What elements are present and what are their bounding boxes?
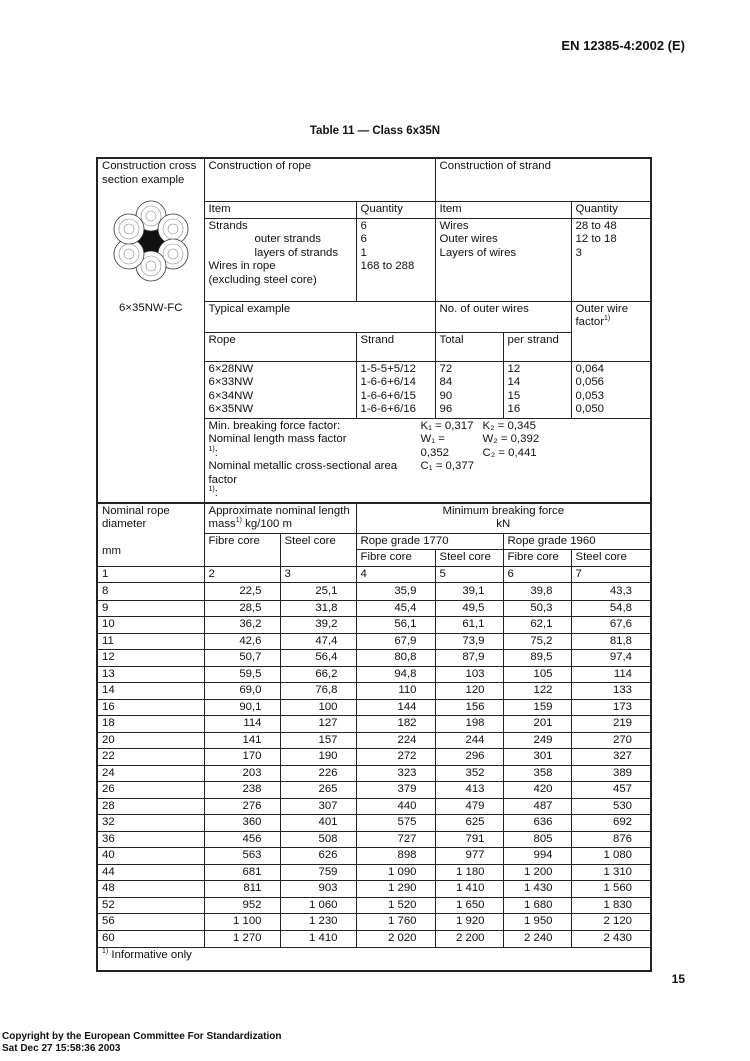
grade-1770-header: Rope grade 1770 <box>356 533 503 550</box>
table-cell: 45,4 <box>356 600 435 617</box>
table-cell: 1 560 <box>571 881 651 898</box>
table-cell: 39,8 <box>503 583 571 601</box>
table-cell: 12 <box>97 650 204 667</box>
table-cell: 87,9 <box>435 650 503 667</box>
table-cell: 28 <box>97 798 204 815</box>
table-cell: 39,2 <box>280 617 356 634</box>
table-cell: 1 200 <box>503 864 571 881</box>
table-cell: 56,1 <box>356 617 435 634</box>
table-row <box>97 617 651 634</box>
strand-construction-header: Construction of strand <box>435 158 651 202</box>
table-row <box>97 699 651 716</box>
total-label: Total <box>435 332 503 361</box>
table-cell: 8 <box>97 583 204 601</box>
table-cell: 40 <box>97 848 204 865</box>
table-cell: 389 <box>571 765 651 782</box>
factor-values-1: K₁ = 0,317 W₁ = 0,352 C₁ = 0,377 <box>420 419 475 472</box>
g1770-steel-core-header: Steel core <box>435 550 503 567</box>
table-cell: 43,3 <box>571 583 651 601</box>
table-cell: 10 <box>97 617 204 634</box>
table-row <box>97 583 651 601</box>
table-cell: 692 <box>571 815 651 832</box>
data-rows <box>97 583 651 948</box>
table-row <box>97 848 651 865</box>
table-cell: 1 290 <box>356 881 435 898</box>
table-cell: 457 <box>571 782 651 799</box>
table-cell: 56,4 <box>280 650 356 667</box>
table-cell: 296 <box>435 749 503 766</box>
footnote: $^{1)}$ Informative only <box>97 948 651 972</box>
table-cell: 60 <box>97 930 204 948</box>
table-row <box>97 798 651 815</box>
typical-strands: 1-5-5+5/12 1-6-6+6/14 1-6-6+6/15 1-6-6+6/16 <box>356 361 435 418</box>
table-cell: 1 090 <box>356 864 435 881</box>
table-cell: 47,4 <box>280 633 356 650</box>
strand-item-label: Item <box>435 202 571 219</box>
table-cell: 1 760 <box>356 914 435 931</box>
col-number-5: 5 <box>435 566 503 583</box>
table-cell: 61,1 <box>435 617 503 634</box>
rope-label: Rope <box>204 332 356 361</box>
table-cell: 50,7 <box>204 650 280 667</box>
per-strand-label: per strand <box>503 332 571 361</box>
table-cell: 1 310 <box>571 864 651 881</box>
outer-wires-label: No. of outer wires <box>435 301 571 332</box>
table-cell: 69,0 <box>204 683 280 700</box>
table-cell: 14 <box>97 683 204 700</box>
table-cell: 62,1 <box>503 617 571 634</box>
table-cell: 97,4 <box>571 650 651 667</box>
example-caption: 6×35NW-FC <box>97 301 204 503</box>
outer-wire-factor-label: Outer wire factor$^{1)}$ <box>571 301 651 361</box>
table-cell: 327 <box>571 749 651 766</box>
table-cell: 626 <box>280 848 356 865</box>
table-cell: 1 430 <box>503 881 571 898</box>
table-cell: 56 <box>97 914 204 931</box>
table-cell: 67,9 <box>356 633 435 650</box>
table-row <box>97 683 651 700</box>
table-cell: 127 <box>280 716 356 733</box>
strand-label: Strand <box>356 332 435 361</box>
col-number-7: 7 <box>571 566 651 583</box>
table-cell: 1 180 <box>435 864 503 881</box>
g1960-steel-core-header: Steel core <box>571 550 651 567</box>
table-cell: 1 680 <box>503 897 571 914</box>
table-cell: 159 <box>503 699 571 716</box>
table-cell: 22,5 <box>204 583 280 601</box>
col-number-3: 3 <box>280 566 356 583</box>
table-cell: 94,8 <box>356 666 435 683</box>
table-cell: 379 <box>356 782 435 799</box>
factors-block <box>204 418 651 503</box>
table-cell: 44 <box>97 864 204 881</box>
table-cell: 952 <box>204 897 280 914</box>
table-cell: 25,1 <box>280 583 356 601</box>
mass-steel-core-header: Steel core <box>280 533 356 566</box>
table-cell: 201 <box>503 716 571 733</box>
table-row <box>97 650 651 667</box>
table-cell: 48 <box>97 881 204 898</box>
table-cell: 530 <box>571 798 651 815</box>
table-cell: 219 <box>571 716 651 733</box>
table-cell: 2 240 <box>503 930 571 948</box>
table-row <box>97 633 651 650</box>
strand-items: Wires Outer wires Layers of wires <box>435 218 571 301</box>
table-cell: 36,2 <box>204 617 280 634</box>
table-cell: 203 <box>204 765 280 782</box>
table-cell: 173 <box>571 699 651 716</box>
table-cell: 759 <box>280 864 356 881</box>
col-number-1: 1 <box>97 566 204 583</box>
table-cell: 114 <box>204 716 280 733</box>
table-cell: 456 <box>204 831 280 848</box>
table-row <box>97 864 651 881</box>
table-row <box>97 600 651 617</box>
table-cell: 2 120 <box>571 914 651 931</box>
table-cell: 1 410 <box>280 930 356 948</box>
table-cell: 249 <box>503 732 571 749</box>
table-cell: 156 <box>435 699 503 716</box>
table-cell: 1 100 <box>204 914 280 931</box>
table-cell: 977 <box>435 848 503 865</box>
table-cell: 358 <box>503 765 571 782</box>
table-cell: 157 <box>280 732 356 749</box>
factor-values-2: K₂ = 0,345 W₂ = 0,392 C₂ = 0,441 <box>482 419 540 459</box>
table-cell: 73,9 <box>435 633 503 650</box>
table-cell: 563 <box>204 848 280 865</box>
mass-header: Approximate nominal length mass$^{1)}$ kg/100 m <box>204 503 356 534</box>
table-cell: 24 <box>97 765 204 782</box>
table-cell: 903 <box>280 881 356 898</box>
table-cell: 791 <box>435 831 503 848</box>
table-cell: 575 <box>356 815 435 832</box>
table-cell: 198 <box>435 716 503 733</box>
table-row <box>97 930 651 948</box>
typical-ropes: 6×28NW 6×33NW 6×34NW 6×35NW <box>204 361 356 418</box>
table-cell: 31,8 <box>280 600 356 617</box>
table-row <box>97 897 651 914</box>
table-cell: 81,8 <box>571 633 651 650</box>
table-cell: 76,8 <box>280 683 356 700</box>
table-cell: 636 <box>503 815 571 832</box>
table-cell: 28,5 <box>204 600 280 617</box>
table-cell: 20 <box>97 732 204 749</box>
table-cell: 120 <box>435 683 503 700</box>
table-cell: 440 <box>356 798 435 815</box>
table-cell: 16 <box>97 699 204 716</box>
factor-labels: Min. breaking force factor: Nominal length mass factor $^{1)}$: Nominal metallic cross-sectional area factor $^{1)}$: <box>208 419 398 499</box>
typical-example-label: Typical example <box>204 301 435 332</box>
rope-construction-header: Construction of rope <box>204 158 435 202</box>
rope-quantities: 6 6 1 168 to 288 <box>356 218 435 301</box>
table-cell: 42,6 <box>204 633 280 650</box>
rope-class-table <box>96 157 652 972</box>
table-cell: 190 <box>280 749 356 766</box>
typical-per-strand: 12 14 15 16 <box>503 361 571 418</box>
table-cell: 1 650 <box>435 897 503 914</box>
table-cell: 35,9 <box>356 583 435 601</box>
table-cell: 265 <box>280 782 356 799</box>
table-cell: 110 <box>356 683 435 700</box>
table-row <box>97 732 651 749</box>
table-cell: 1 950 <box>503 914 571 931</box>
strand-quantities: 28 to 48 12 to 18 3 <box>571 218 651 301</box>
table-cell: 276 <box>204 798 280 815</box>
g1770-fibre-core-header: Fibre core <box>356 550 435 567</box>
table-cell: 876 <box>571 831 651 848</box>
g1960-fibre-core-header: Fibre core <box>503 550 571 567</box>
document-id: EN 12385-4:2002 (E) <box>561 38 685 53</box>
table-cell: 487 <box>503 798 571 815</box>
table-cell: 11 <box>97 633 204 650</box>
table-row <box>97 782 651 799</box>
table-cell: 2 430 <box>571 930 651 948</box>
table-cell: 413 <box>435 782 503 799</box>
table-row <box>97 765 651 782</box>
table-cell: 727 <box>356 831 435 848</box>
table-cell: 100 <box>280 699 356 716</box>
table-cell: 89,5 <box>503 650 571 667</box>
table-cell: 22 <box>97 749 204 766</box>
table-cell: 182 <box>356 716 435 733</box>
rope-items: Strands outer strands layers of strands Wires in rope (excluding steel core) <box>204 218 356 301</box>
diameter-header: Nominal rope diameter mm <box>97 503 204 567</box>
table-cell: 994 <box>503 848 571 865</box>
strand-quantity-label: Quantity <box>571 202 651 219</box>
table-cell: 2 200 <box>435 930 503 948</box>
table-cell: 681 <box>204 864 280 881</box>
table-cell: 144 <box>356 699 435 716</box>
typical-factors: 0,064 0,056 0,053 0,050 <box>571 361 651 418</box>
mbf-header: Minimum breaking force kN <box>356 503 651 534</box>
table-cell: 141 <box>204 732 280 749</box>
table-cell: 26 <box>97 782 204 799</box>
table-cell: 1 920 <box>435 914 503 931</box>
table-cell: 401 <box>280 815 356 832</box>
table-cell: 1 830 <box>571 897 651 914</box>
table-cell: 9 <box>97 600 204 617</box>
table-row <box>97 716 651 733</box>
table-cell: 360 <box>204 815 280 832</box>
table-cell: 898 <box>356 848 435 865</box>
table-cell: 272 <box>356 749 435 766</box>
table-title: Table 11 — Class 6x35N <box>309 125 441 137</box>
table-row <box>97 815 651 832</box>
rope-cross-section-icon <box>109 199 193 283</box>
table-cell: 323 <box>356 765 435 782</box>
table-cell: 224 <box>356 732 435 749</box>
table-cell: 59,5 <box>204 666 280 683</box>
table-cell: 508 <box>280 831 356 848</box>
table-cell: 270 <box>571 732 651 749</box>
table-cell: 122 <box>503 683 571 700</box>
table-cell: 307 <box>280 798 356 815</box>
table-row <box>97 881 651 898</box>
table-cell: 50,3 <box>503 600 571 617</box>
col-number-2: 2 <box>204 566 280 583</box>
cross-section-label: Construction cross section example <box>102 160 197 186</box>
col-number-4: 4 <box>356 566 435 583</box>
table-cell: 114 <box>571 666 651 683</box>
table-cell: 103 <box>435 666 503 683</box>
table-cell: 36 <box>97 831 204 848</box>
table-cell: 352 <box>435 765 503 782</box>
table-cell: 1 410 <box>435 881 503 898</box>
table-cell: 301 <box>503 749 571 766</box>
table-cell: 90,1 <box>204 699 280 716</box>
cross-section-cell <box>97 158 204 301</box>
table-cell: 66,2 <box>280 666 356 683</box>
table-cell: 54,8 <box>571 600 651 617</box>
table-row <box>97 831 651 848</box>
table-cell: 625 <box>435 815 503 832</box>
table-cell: 39,1 <box>435 583 503 601</box>
typical-totals: 72 84 90 96 <box>435 361 503 418</box>
table-cell: 67,6 <box>571 617 651 634</box>
table-cell: 479 <box>435 798 503 815</box>
table-cell: 226 <box>280 765 356 782</box>
mass-fibre-core-header: Fibre core <box>204 533 280 566</box>
table-cell: 133 <box>571 683 651 700</box>
table-cell: 80,8 <box>356 650 435 667</box>
table-row <box>97 666 651 683</box>
table-cell: 1 080 <box>571 848 651 865</box>
table-cell: 13 <box>97 666 204 683</box>
page-number: 15 <box>671 972 685 986</box>
table-cell: 75,2 <box>503 633 571 650</box>
table-cell: 1 060 <box>280 897 356 914</box>
grade-1960-header: Rope grade 1960 <box>503 533 651 550</box>
col-number-6: 6 <box>503 566 571 583</box>
rope-item-label: Item <box>204 202 356 219</box>
table-cell: 170 <box>204 749 280 766</box>
copyright-notice: Copyright by the European Committee For Standardization Sat Dec 27 15:58:36 2003 <box>2 1031 282 1054</box>
table-cell: 18 <box>97 716 204 733</box>
table-cell: 244 <box>435 732 503 749</box>
table-row <box>97 749 651 766</box>
table-cell: 811 <box>204 881 280 898</box>
table-cell: 105 <box>503 666 571 683</box>
table-cell: 1 270 <box>204 930 280 948</box>
table-cell: 420 <box>503 782 571 799</box>
table-cell: 52 <box>97 897 204 914</box>
table-cell: 1 520 <box>356 897 435 914</box>
table-cell: 1 230 <box>280 914 356 931</box>
rope-quantity-label: Quantity <box>356 202 435 219</box>
table-cell: 2 020 <box>356 930 435 948</box>
table-cell: 238 <box>204 782 280 799</box>
table-cell: 805 <box>503 831 571 848</box>
table-cell: 32 <box>97 815 204 832</box>
table-cell: 49,5 <box>435 600 503 617</box>
table-row <box>97 914 651 931</box>
